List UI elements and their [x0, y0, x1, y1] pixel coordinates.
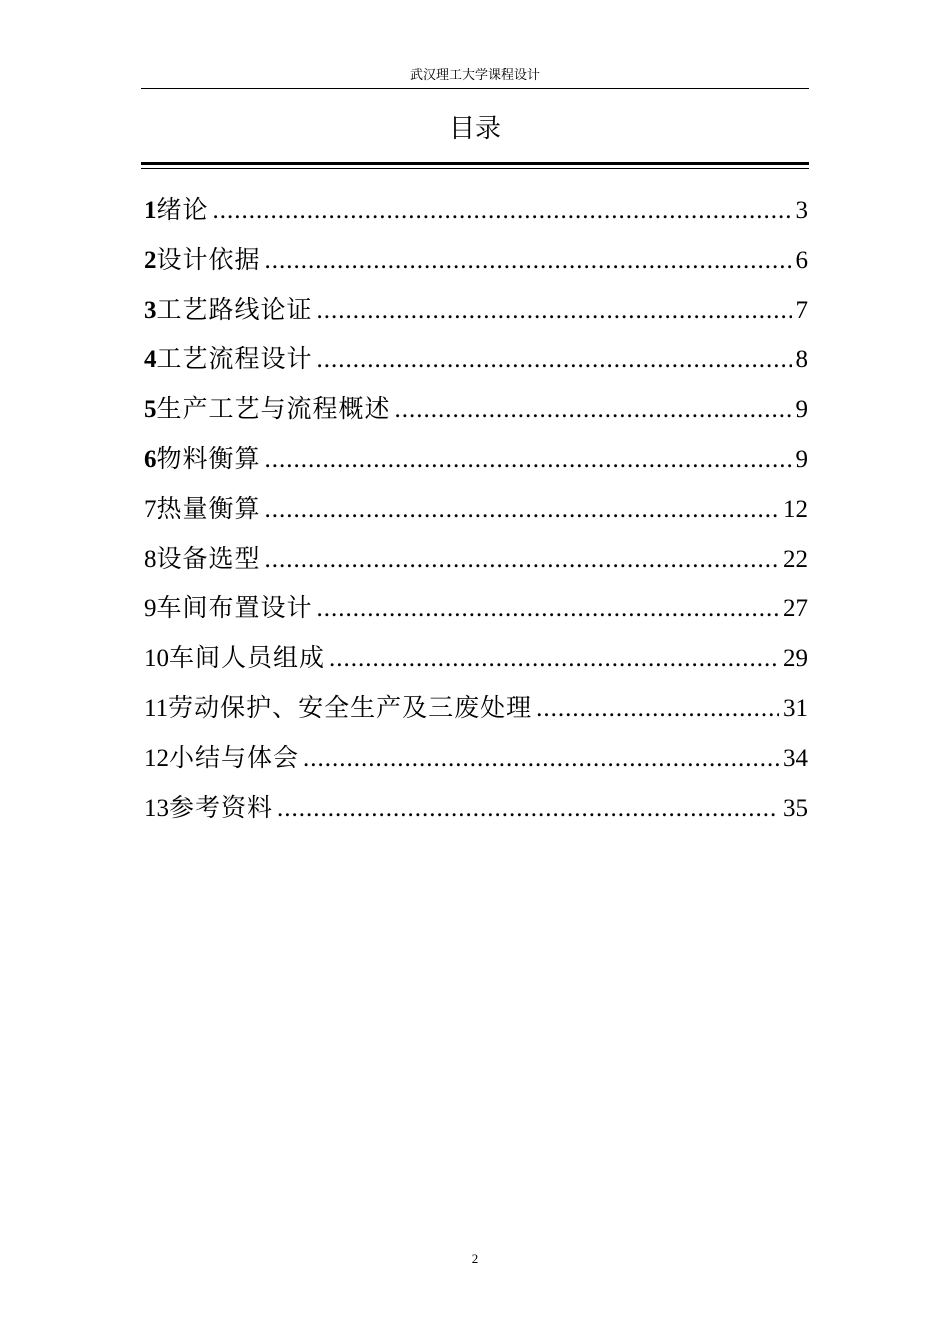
toc-entry-page: 27 [783, 595, 808, 623]
toc-dot-leader [395, 392, 792, 428]
toc-dot-leader [265, 542, 779, 578]
toc-entry-page: 29 [783, 645, 808, 673]
toc-entry-label: 绪论 [156, 195, 209, 224]
toc-entry-page: 8 [795, 346, 808, 374]
toc-entry[interactable] [144, 790, 808, 840]
toc-entry-label: 小结与体会 [169, 742, 300, 772]
toc-entry[interactable] [144, 640, 808, 690]
toc-entry-label: 设计依据 [156, 244, 261, 274]
toc-entry-number: 7 [144, 495, 157, 523]
toc-entry[interactable] [144, 541, 808, 591]
toc-entry-label: 车间布置设计 [156, 593, 313, 623]
toc-dot-leader [265, 243, 792, 279]
toc-entry[interactable] [144, 391, 808, 441]
toc-entry-label: 设备选型 [156, 543, 261, 573]
toc-entry[interactable] [144, 491, 808, 541]
running-header: 武汉理工大学课程设计 [409, 68, 540, 83]
toc-entry-label: 生产工艺与流程概述 [156, 394, 391, 424]
toc-entry-page: 31 [783, 694, 808, 722]
toc-entry-label: 工艺流程设计 [156, 344, 313, 374]
toc-entry-number: 1 [144, 197, 157, 224]
toc-dot-leader [277, 791, 779, 827]
toc-entry[interactable] [144, 192, 808, 242]
toc-entry-page: 7 [795, 296, 808, 324]
header-divider [141, 88, 809, 89]
toc-entry[interactable] [144, 292, 808, 342]
toc-entry-number: 13 [144, 794, 169, 822]
toc-dot-leader [265, 492, 779, 528]
toc-entry-page: 6 [795, 246, 808, 274]
page-number: 2 [471, 1251, 479, 1266]
toc-entry[interactable] [144, 441, 808, 491]
toc-dot-leader [536, 691, 779, 727]
title-divider-thin [141, 168, 809, 169]
toc-entry-page: 35 [783, 794, 808, 822]
toc-entry-label: 物料衡算 [156, 443, 261, 473]
toc-entry-number: 4 [144, 346, 157, 374]
toc-entry-label: 工艺路线论证 [156, 294, 313, 324]
toc-entry-number: 12 [144, 744, 169, 772]
toc-entry-page: 22 [783, 545, 808, 573]
toc-entry-page: 9 [795, 445, 808, 473]
toc-entry[interactable] [144, 341, 808, 391]
toc-title: 目录 [448, 114, 501, 144]
toc-dot-leader [317, 342, 792, 378]
toc-entry-label: 热量衡算 [156, 493, 261, 523]
toc-entry-label: 参考资料 [169, 792, 274, 822]
toc-entry-page: 34 [783, 744, 808, 772]
toc-entry-number: 10 [144, 645, 169, 673]
toc-entry-number: 5 [144, 396, 157, 424]
toc-entry[interactable] [144, 242, 808, 292]
toc-entry-page: 12 [783, 495, 808, 523]
toc-entry-label: 车间人员组成 [169, 643, 326, 673]
toc-dot-leader [265, 442, 792, 478]
toc-dot-leader [329, 641, 779, 677]
toc-entry[interactable] [144, 690, 808, 740]
toc-dot-leader [303, 741, 779, 777]
toc-entry[interactable] [144, 590, 808, 640]
toc-entry-number: 11 [144, 694, 169, 722]
toc-entry[interactable] [144, 740, 808, 790]
toc-entry-number: 2 [144, 246, 157, 274]
toc-entry-number: 6 [144, 445, 157, 473]
toc-list [144, 192, 808, 839]
toc-dot-leader [317, 293, 792, 329]
toc-dot-leader [213, 193, 792, 229]
toc-entry-label: 劳动保护、安全生产及三废处理 [168, 692, 533, 722]
toc-entry-page: 9 [795, 396, 808, 424]
toc-dot-leader [317, 591, 779, 627]
toc-entry-number: 8 [144, 545, 157, 573]
toc-entry-page: 3 [795, 197, 808, 224]
toc-entry-number: 9 [144, 595, 157, 623]
title-divider-thick [141, 162, 809, 165]
toc-entry-number: 3 [144, 296, 157, 324]
